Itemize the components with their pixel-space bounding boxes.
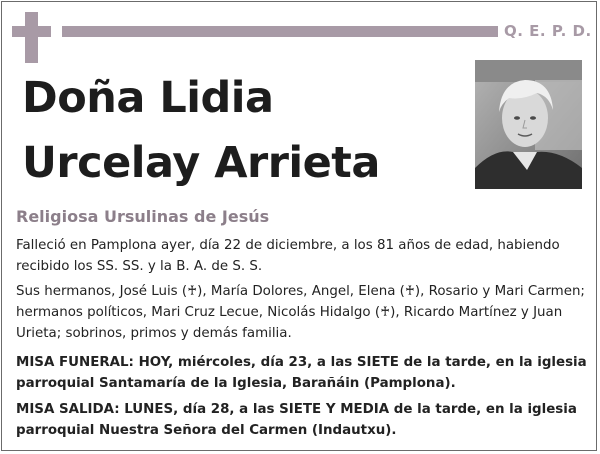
family-list-line: Sus hermanos, José Luis (♰), María Dolores, Angel, Elena (♰), Rosario y Mari Carmen;	[16, 284, 585, 299]
death-announcement-line: recibido los SS. SS. y la B. A. de S. S.	[16, 259, 263, 274]
header-rule	[62, 26, 498, 37]
deceased-name-line2: Urcelay Arrieta	[22, 138, 380, 188]
funeral-mass-line: MISA FUNERAL: HOY, miércoles, día 23, a las SIETE de la tarde, en la iglesia	[16, 355, 587, 370]
cross-icon-horizontal	[12, 26, 51, 37]
deceased-subtitle: Religiosa Ursulinas de Jesús	[16, 207, 270, 226]
cross-icon-vertical	[25, 12, 38, 63]
qepd-label: Q. E. P. D.	[504, 22, 592, 40]
departure-mass-line: parroquial Nuestra Señora del Carmen (Indautxu).	[16, 423, 397, 438]
family-list-line: hermanos políticos, Mari Cruz Lecue, Nicolás Hidalgo (♰), Ricardo Martínez y Juan	[16, 305, 563, 320]
deceased-name-line1: Doña Lidia	[22, 73, 274, 123]
funeral-mass-line: parroquial Santamaría de la Iglesia, Barañáin (Pamplona).	[16, 376, 456, 391]
departure-mass-line: MISA SALIDA: LUNES, día 28, a las SIETE Y MEDIA de la tarde, en la iglesia	[16, 402, 577, 417]
family-list-line: Urieta; sobrinos, primos y demás familia.	[16, 326, 292, 341]
obituary-notice	[1, 1, 597, 451]
departure-mass-info	[16, 399, 586, 441]
family-list	[16, 281, 586, 344]
portrait-photo	[475, 60, 582, 189]
death-announcement	[16, 235, 586, 277]
portrait-image	[475, 60, 582, 189]
death-announcement-line: Falleció en Pamplona ayer, día 22 de diciembre, a los 81 años de edad, habiendo	[16, 238, 560, 253]
funeral-mass-info	[16, 352, 586, 394]
